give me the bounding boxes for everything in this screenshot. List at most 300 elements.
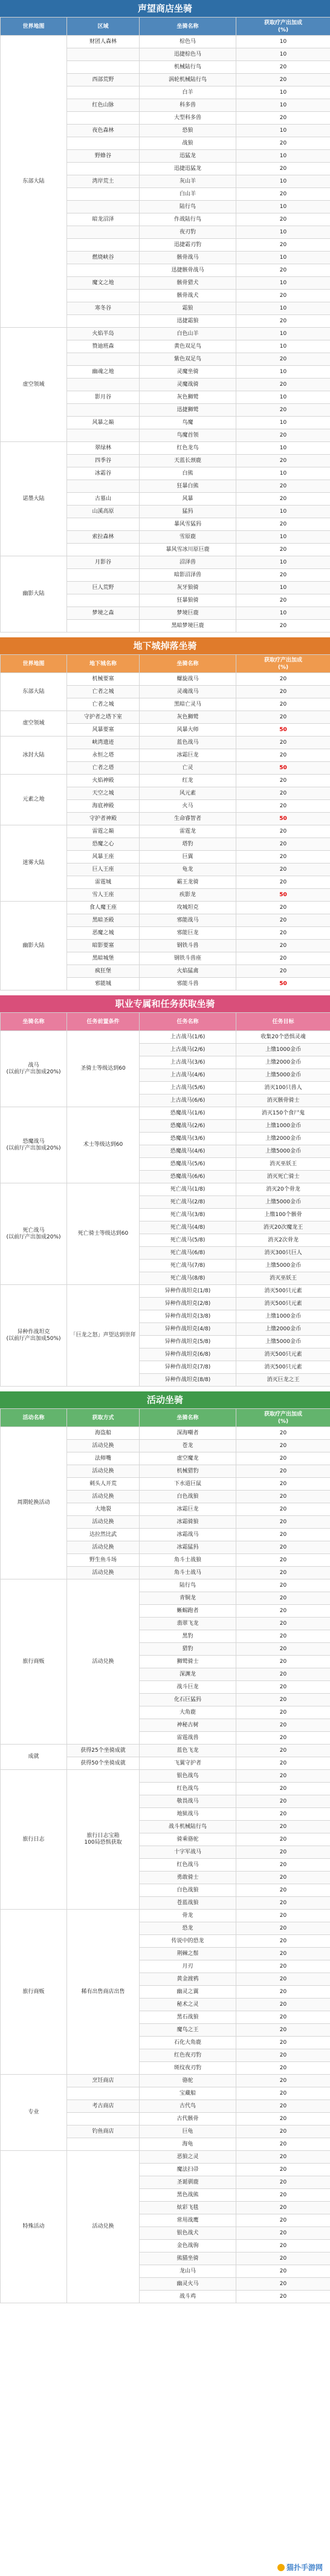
value-cell: 上缴5000金币: [236, 1145, 330, 1158]
mount-name-cell: 骑乘骆驼: [140, 1833, 236, 1846]
value-cell: 20: [236, 1948, 330, 1960]
region-cell: 永恒之塔: [67, 749, 140, 762]
bonus-cell: 50: [236, 813, 330, 825]
table-row: [1, 673, 330, 686]
mount-name-cell: 亡灵: [140, 762, 236, 775]
mount-name-cell: 狂暴白熊: [140, 480, 236, 493]
region-cell: 红色山脉: [67, 99, 140, 112]
region-cell: [67, 2113, 140, 2126]
region-cell: 夜色森林: [67, 125, 140, 137]
bonus-cell: 20: [236, 290, 330, 302]
mount-name-cell: 红龙: [140, 775, 236, 787]
mount-name-cell: 沼泽兽: [140, 556, 236, 569]
mount-name-cell: 深渊龙: [140, 1668, 236, 1681]
group-name-cell: 战马 (以前厅产出加成20%): [1, 1031, 67, 1107]
region-cell: 海盗船: [67, 1427, 140, 1440]
mount-name-cell: 梦境巨鹿: [140, 607, 236, 620]
bonus-cell: 50: [236, 724, 330, 737]
bonus-cell: 10: [236, 391, 330, 404]
mount-name-cell: 灵魔坐骑: [140, 366, 236, 379]
mount-name-cell: 苍蓝战狼: [140, 1897, 236, 1910]
condition-cell: 旅行日志宝箱 100局恐惧获取: [67, 1770, 140, 1910]
group-name-cell: 幽影大陆: [1, 556, 67, 633]
value-cell: 上缴5000金币: [236, 1260, 330, 1272]
mount-name-cell: 灵魔战骑: [140, 379, 236, 391]
mount-name-cell: 暗影沼泽兽: [140, 569, 236, 582]
mount-name-cell: 战斗机械陆行鸟: [140, 1821, 236, 1833]
bonus-cell: 10: [236, 556, 330, 569]
region-cell: [67, 61, 140, 74]
section-title: 活动坐骑: [0, 1391, 330, 1408]
mount-name-cell: 魔法扫帚: [140, 2164, 236, 2176]
bonus-cell: 20: [236, 112, 330, 125]
value-cell: 20: [236, 1706, 330, 1719]
column-header: 任务名称: [140, 1013, 236, 1031]
condition-cell: 术士等级达到60: [67, 1107, 140, 1183]
mount-name-cell: 白熊: [140, 467, 236, 480]
mount-name-cell: 青铜龙: [140, 1592, 236, 1605]
condition-cell: 死亡骑士等级达到60: [67, 1183, 140, 1285]
bonus-cell: 20: [236, 749, 330, 762]
mount-name-cell: 科多兽: [140, 99, 236, 112]
column-header: 任务目标: [236, 1013, 330, 1031]
value-cell: 20: [236, 1579, 330, 1592]
region-cell: 翠绿林: [67, 442, 140, 455]
mount-name-cell: 蓝色飞龙: [140, 1745, 236, 1757]
condition-cell: 稀有出售商店出售: [67, 1910, 140, 2075]
region-cell: 钓鱼商店: [67, 2126, 140, 2138]
region-cell: 财团人森林: [67, 36, 140, 48]
group-name-cell: 旅行日志: [1, 1770, 67, 1910]
region-cell: 获得25个坐骑成就: [67, 1745, 140, 1757]
mount-name-cell: 炫彩飞毯: [140, 2202, 236, 2214]
value-cell: 消灭巫妖王: [236, 1272, 330, 1285]
value-cell: 消灭150个食尸鬼: [236, 1107, 330, 1120]
region-cell: 守护者之塔下室: [67, 711, 140, 724]
condition-cell: 圣骑士等级达到60: [67, 1031, 140, 1107]
mount-name-cell: 魔鸟之王: [140, 2024, 236, 2037]
value-cell: 20: [236, 2291, 330, 2303]
bonus-cell: 20: [236, 876, 330, 889]
mount-name-cell: 巨龟: [140, 2126, 236, 2138]
mount-name-cell: 邪能战马: [140, 914, 236, 927]
mount-name-cell: 地狱战马: [140, 1808, 236, 1821]
region-cell: [67, 429, 140, 442]
region-cell: 疯狂堡: [67, 965, 140, 978]
mount-name-cell: 猛犸: [140, 506, 236, 518]
region-cell: [67, 112, 140, 125]
table-row: [1, 328, 330, 340]
bonus-cell: 20: [236, 594, 330, 607]
mount-name-cell: 恐魔战马(1/6): [140, 1107, 236, 1120]
mount-name-cell: 恐魔战马(5/6): [140, 1158, 236, 1171]
mount-name-cell: 冰霜巨龙: [140, 1503, 236, 1516]
region-cell: [67, 620, 140, 633]
bonus-cell: 20: [236, 787, 330, 800]
mount-name-cell: 狮鹫骑士: [140, 1656, 236, 1668]
value-cell: 20: [236, 1897, 330, 1910]
region-cell: [67, 290, 140, 302]
table-header-row: [1, 18, 330, 36]
mount-name-cell: 战狼: [140, 137, 236, 150]
bonus-cell: 10: [236, 175, 330, 188]
section-gap: [0, 2303, 330, 2308]
value-cell: 20: [236, 1986, 330, 1999]
region-cell: 野生鱼斗场: [67, 1554, 140, 1567]
bonus-cell: 20: [236, 61, 330, 74]
mount-name-cell: 迅猛龙: [140, 150, 236, 163]
value-cell: 20: [236, 2202, 330, 2214]
mount-name-cell: 异种作战坦克(4/8): [140, 1323, 236, 1336]
region-cell: 野蜂谷: [67, 150, 140, 163]
mount-name-cell: 死亡战马(1/8): [140, 1183, 236, 1196]
region-cell: 燃烧峡谷: [67, 252, 140, 264]
mount-name-cell: 机械猎豹: [140, 1465, 236, 1478]
value-cell: 20: [236, 1884, 330, 1897]
region-cell: 亡者之城: [67, 686, 140, 698]
group-name-cell: 旅行商贩: [1, 1579, 67, 1745]
region-cell: 峡湾遗迹: [67, 737, 140, 749]
region-cell: 获得50个坐骑成就: [67, 1757, 140, 1770]
condition-cell: 活动兑换: [67, 2151, 140, 2303]
value-cell: 20: [236, 2049, 330, 2062]
value-cell: 上缴1000金币: [236, 1120, 330, 1133]
value-cell: 20: [236, 1872, 330, 1884]
mount-name-cell: 虚空魔龙: [140, 1452, 236, 1465]
bonus-cell: 10: [236, 442, 330, 455]
section-1: [0, 637, 330, 990]
region-cell: 活动兑换: [67, 1465, 140, 1478]
mount-name-cell: 灰山羊: [140, 175, 236, 188]
value-cell: 消灭500只元素: [236, 1348, 330, 1361]
region-cell: 巨人荒野: [67, 582, 140, 594]
mount-name-cell: 夜刃豹: [140, 226, 236, 239]
mount-name-cell: 风暴大师: [140, 724, 236, 737]
group-name-cell: 虚空领域: [1, 328, 67, 442]
section-title: 地下城掉落坐骑: [0, 637, 330, 654]
value-cell: 20: [236, 1719, 330, 1732]
value-cell: 20: [236, 1681, 330, 1694]
mount-name-cell: 古代鸟: [140, 2100, 236, 2113]
region-cell: [67, 480, 140, 493]
group-name-cell: 东部大陆: [1, 36, 67, 328]
region-cell: 机械要塞: [67, 673, 140, 686]
value-cell: 上缴1000金币: [236, 1310, 330, 1323]
region-cell: [67, 569, 140, 582]
mount-name-cell: 灰牙狼骑: [140, 582, 236, 594]
mount-name-cell: 黑豹: [140, 1630, 236, 1643]
region-cell: [67, 188, 140, 201]
mount-name-cell: 十字军战马: [140, 1846, 236, 1859]
mount-name-cell: 角斗士战马: [140, 1567, 236, 1579]
table-row: [1, 1183, 330, 1196]
mount-table: [0, 1012, 330, 1387]
bonus-cell: 20: [236, 2100, 330, 2113]
mount-name-cell: 冰霜猛犸: [140, 1541, 236, 1554]
mount-table: [0, 654, 330, 990]
mount-name-cell: 骆驼: [140, 2075, 236, 2087]
bonus-cell: 10: [236, 531, 330, 544]
region-cell: 赞迪班森: [67, 340, 140, 353]
region-cell: 冰霜谷: [67, 467, 140, 480]
mount-name-cell: 圣诞驯鹿: [140, 2176, 236, 2189]
group-name-cell: 幽影大陆: [1, 902, 67, 990]
table-row: [1, 2075, 330, 2087]
mount-name-cell: 迅捷霜狼: [140, 315, 236, 328]
mount-name-cell: 骸骨战马: [140, 252, 236, 264]
mount-name-cell: 翡翠飞龙: [140, 1618, 236, 1630]
bonus-cell: 10: [236, 328, 330, 340]
bonus-cell: 20: [236, 544, 330, 556]
region-cell: 邪能城: [67, 978, 140, 990]
region-cell: [67, 353, 140, 366]
mount-name-cell: 生命睿智者: [140, 813, 236, 825]
table-row: [1, 1031, 330, 1044]
mount-name-cell: 死亡战马(2/8): [140, 1196, 236, 1209]
table-row: [1, 2151, 330, 2164]
bonus-cell: 10: [236, 125, 330, 137]
bonus-cell: 20: [236, 1478, 330, 1491]
section-3: [0, 1391, 330, 2303]
mount-name-cell: 异种作战坦克(7/8): [140, 1361, 236, 1374]
column-header: 坐骑名称: [1, 1013, 67, 1031]
mount-name-cell: 迅捷骸骨战马: [140, 264, 236, 277]
region-cell: 四季谷: [67, 455, 140, 467]
mount-name-cell: 涡轮机械陆行鸟: [140, 74, 236, 86]
mount-name-cell: 上古战马(3/6): [140, 1056, 236, 1069]
region-cell: 暗影要塞: [67, 940, 140, 952]
region-cell: 恐魔之心: [67, 838, 140, 851]
mount-name-cell: 蓝色战马: [140, 737, 236, 749]
mount-name-cell: 风暴: [140, 493, 236, 506]
condition-cell: 「巨龙之怒」声望达到崇拜: [67, 1285, 140, 1387]
value-cell: 20: [236, 1833, 330, 1846]
bonus-cell: 20: [236, 800, 330, 813]
value-cell: 20: [236, 1643, 330, 1656]
mount-name-cell: 冰霜巨龙: [140, 749, 236, 762]
value-cell: 20: [236, 1846, 330, 1859]
table-header-row: [1, 655, 330, 673]
mount-name-cell: 骸骨战犬: [140, 290, 236, 302]
bonus-cell: 10: [236, 252, 330, 264]
mount-name-cell: 红色战马: [140, 1859, 236, 1872]
group-name-cell: 诺墨大陆: [1, 442, 67, 556]
mount-name-cell: 异种作战坦克(8/8): [140, 1374, 236, 1387]
mount-name-cell: 死亡战马(3/8): [140, 1209, 236, 1221]
bonus-cell: 20: [236, 1541, 330, 1554]
mount-name-cell: 石化大角鹿: [140, 2037, 236, 2049]
value-cell: 消灭100只兽人: [236, 1082, 330, 1094]
value-cell: 20: [236, 1694, 330, 1706]
section-gap: [0, 633, 330, 637]
value-cell: 上缴2000金币: [236, 1133, 330, 1145]
value-cell: 消灭500只元素: [236, 1298, 330, 1310]
region-cell: [67, 404, 140, 417]
bonus-cell: 20: [236, 1503, 330, 1516]
region-cell: 寒冬谷: [67, 302, 140, 315]
group-name-cell: 元素之地: [1, 775, 67, 825]
mount-name-cell: 黄金渡鸦: [140, 1973, 236, 1986]
mount-name-cell: 上古战马(5/6): [140, 1082, 236, 1094]
mount-name-cell: 勇敢骑士: [140, 1872, 236, 1884]
value-cell: 20: [236, 2227, 330, 2240]
condition-cell: 活动兑换: [67, 1579, 140, 1745]
mount-name-cell: 蜥蜴跑者: [140, 1605, 236, 1618]
mount-name-cell: 死亡战马(4/8): [140, 1221, 236, 1234]
region-cell: [67, 315, 140, 328]
mount-name-cell: 上古战马(4/6): [140, 1069, 236, 1082]
mount-name-cell: 迅捷棕色马: [140, 48, 236, 61]
region-cell: 海底神殿: [67, 800, 140, 813]
table-row: [1, 1770, 330, 1783]
mount-name-cell: 银色战犬: [140, 2227, 236, 2240]
mount-name-cell: 恐魔战马(3/6): [140, 1133, 236, 1145]
table-row: [1, 825, 330, 838]
mount-name-cell: 宝藏船: [140, 2087, 236, 2100]
mount-name-cell: 雪原鹿: [140, 531, 236, 544]
mount-name-cell: 异种作战坦克(1/8): [140, 1285, 236, 1298]
mount-table: [0, 17, 330, 633]
group-name-cell: 成就: [1, 1745, 67, 1770]
bonus-cell: 20: [236, 1554, 330, 1567]
column-header: 世界地图: [1, 655, 67, 673]
mount-name-cell: 狂暴狼骑: [140, 594, 236, 607]
region-cell: 风暴王座: [67, 851, 140, 864]
region-cell: 风暴之巅: [67, 417, 140, 429]
group-name-cell: 异种作战坦克 (以前厅产出加成50%): [1, 1285, 67, 1387]
bonus-cell: 20: [236, 711, 330, 724]
mount-name-cell: 深海嘲者: [140, 1427, 236, 1440]
section-title: 声望商店坐骑: [0, 0, 330, 17]
mount-name-cell: 鸟魔: [140, 417, 236, 429]
group-name-cell: 恐魔战马 (以前厅产出加成20%): [1, 1107, 67, 1183]
bonus-cell: 20: [236, 429, 330, 442]
mount-name-cell: 大型科多兽: [140, 112, 236, 125]
section-2: [0, 995, 330, 1387]
mount-name-cell: 黄色双足鸟: [140, 340, 236, 353]
region-cell: 火焰神殿: [67, 775, 140, 787]
bonus-cell: 20: [236, 480, 330, 493]
mount-name-cell: 冰霜骑狼: [140, 1516, 236, 1529]
mount-name-cell: 猎豹: [140, 1643, 236, 1656]
mount-name-cell: 异种作战坦克(5/8): [140, 1336, 236, 1348]
bonus-cell: 20: [236, 1427, 330, 1440]
region-cell: 雷霆之巅: [67, 825, 140, 838]
mount-name-cell: 恐狼: [140, 125, 236, 137]
value-cell: 消灭20次魔龙王: [236, 1221, 330, 1234]
group-name-cell: 周期轮换活动: [1, 1427, 67, 1579]
mount-name-cell: 陆行鸟: [140, 201, 236, 213]
region-cell: 活动兑换: [67, 1567, 140, 1579]
value-cell: 20: [236, 1630, 330, 1643]
mount-name-cell: 斑纹夜刃豹: [140, 2062, 236, 2075]
mount-name-cell: 塔豹: [140, 838, 236, 851]
mount-name-cell: 陆行鸟: [140, 1579, 236, 1592]
table-row: [1, 36, 330, 48]
bonus-cell: 20: [236, 1567, 330, 1579]
bonus-cell: 20: [236, 2138, 330, 2151]
bonus-cell: 20: [236, 1757, 330, 1770]
group-name-cell: 死亡战马 (以前厅产出加成20%): [1, 1183, 67, 1285]
bonus-cell: 20: [236, 518, 330, 531]
value-cell: 20: [236, 1668, 330, 1681]
mount-name-cell: 风元素: [140, 787, 236, 800]
table-row: [1, 556, 330, 569]
value-cell: 20: [236, 2240, 330, 2252]
table-row: [1, 1579, 330, 1592]
mount-name-cell: 雷霆龙: [140, 825, 236, 838]
value-cell: 消灭500只元素: [236, 1361, 330, 1374]
mount-name-cell: 骸骨猎犬: [140, 277, 236, 290]
value-cell: 20: [236, 1922, 330, 1935]
bonus-cell: 10: [236, 340, 330, 353]
group-name-cell: 专业: [1, 2075, 67, 2151]
mount-name-cell: 暴风雪冰川原巨鹿: [140, 544, 236, 556]
mount-name-cell: 钢铁斗兽: [140, 940, 236, 952]
mount-name-cell: 大角鹿: [140, 1706, 236, 1719]
mount-name-cell: 战斗巨龙: [140, 1681, 236, 1694]
mount-name-cell: 战斗鸡: [140, 2291, 236, 2303]
mount-name-cell: 攻城坦克: [140, 902, 236, 914]
section-gap: [0, 990, 330, 995]
value-cell: 20: [236, 1732, 330, 1745]
region-cell: [67, 594, 140, 607]
bonus-cell: 20: [236, 1745, 330, 1757]
bonus-cell: 20: [236, 404, 330, 417]
mount-name-cell: 恐魔战马(6/6): [140, 1171, 236, 1183]
mount-name-cell: 白山羊: [140, 188, 236, 201]
mount-name-cell: 龙山马: [140, 2265, 236, 2278]
region-cell: 幽魂之地: [67, 366, 140, 379]
region-cell: 活动兑换: [67, 1440, 140, 1452]
mount-name-cell: 死亡战马(6/8): [140, 1247, 236, 1260]
region-cell: 刺头人开荒: [67, 1478, 140, 1491]
region-cell: 法师嘴: [67, 1452, 140, 1465]
bonus-cell: 10: [236, 467, 330, 480]
value-cell: 20: [236, 1783, 330, 1795]
bonus-cell: 20: [236, 902, 330, 914]
bonus-cell: 10: [236, 607, 330, 620]
value-cell: 20: [236, 1770, 330, 1783]
mount-name-cell: 钢铁斗兽座: [140, 952, 236, 965]
value-cell: 上缴2000金币: [236, 1056, 330, 1069]
mount-name-cell: 异种作战坦克(3/8): [140, 1310, 236, 1323]
region-cell: 巨人王座: [67, 864, 140, 876]
bonus-cell: 20: [236, 163, 330, 175]
mount-name-cell: 上古战马(2/6): [140, 1044, 236, 1056]
column-header: 坐骑名称: [140, 1409, 236, 1427]
table-row: [1, 1427, 330, 1440]
column-header: 获取疗产出加成 (%): [236, 655, 330, 673]
column-header: 任务前置条件: [67, 1013, 140, 1031]
mount-name-cell: 秘术之灵: [140, 1999, 236, 2011]
mount-name-cell: 金色战驹: [140, 2240, 236, 2252]
column-header: 活动名称: [1, 1409, 67, 1427]
mount-name-cell: 火马: [140, 800, 236, 813]
region-cell: 活动兑换: [67, 1516, 140, 1529]
value-cell: 20: [236, 1656, 330, 1668]
table-row: [1, 737, 330, 749]
region-cell: [67, 2087, 140, 2100]
mount-name-cell: 霜狼: [140, 302, 236, 315]
mount-name-cell: 黑色战熊: [140, 2189, 236, 2202]
bonus-cell: 20: [236, 2113, 330, 2126]
region-cell: 魔文之地: [67, 277, 140, 290]
column-header: 坐骑名称: [140, 655, 236, 673]
mount-name-cell: 暴风雪猛犸: [140, 518, 236, 531]
region-cell: 守护者神殿: [67, 813, 140, 825]
bonus-cell: 10: [236, 150, 330, 163]
